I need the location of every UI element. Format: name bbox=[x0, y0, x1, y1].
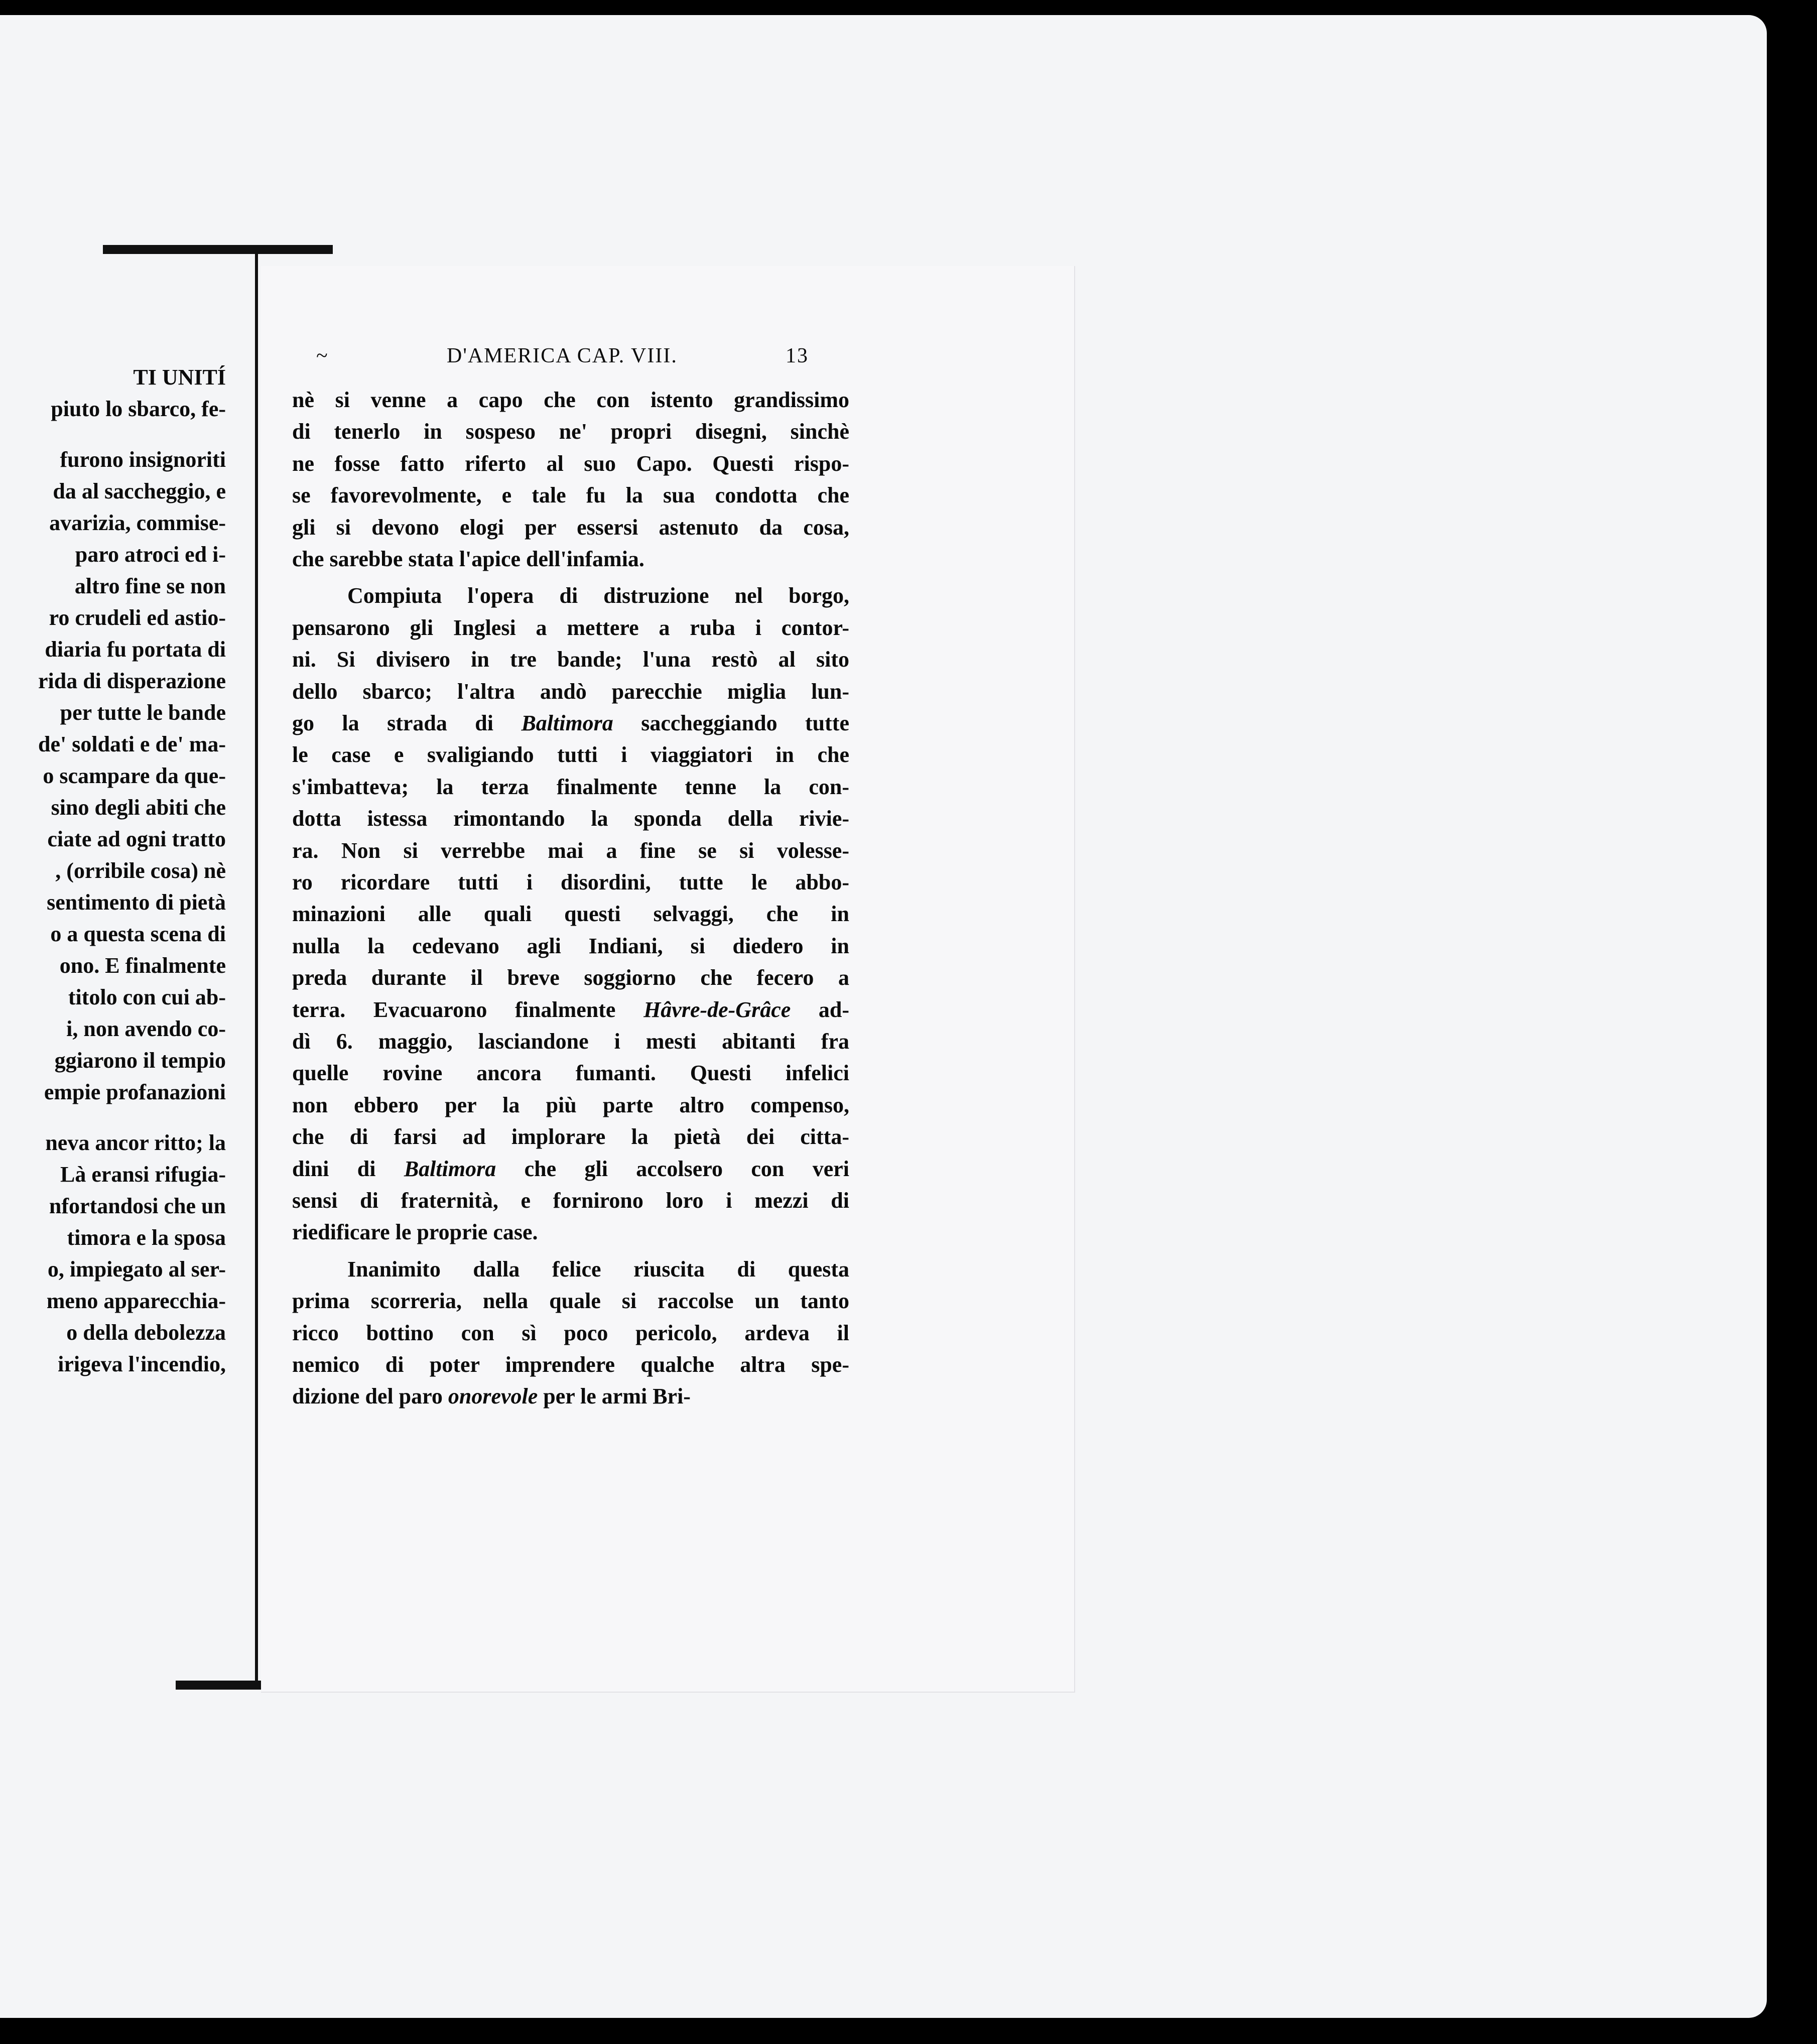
text-run: le case e svaligiando tutti i viaggiatori in che bbox=[292, 742, 849, 768]
left-text-line: avarizia, commise- bbox=[49, 510, 226, 535]
left-text-line: o a questa scena di bbox=[50, 922, 226, 946]
text-line bbox=[292, 543, 849, 575]
text-run: che gli accolsero con veri bbox=[496, 1156, 849, 1181]
text-line bbox=[292, 479, 849, 512]
text-run: nulla la cedevano agli Indiani, si diedero in bbox=[292, 933, 849, 958]
text-run: quelle rovine ancora fumanti. Questi infelici bbox=[292, 1061, 849, 1086]
text-line bbox=[292, 1057, 849, 1089]
left-text-line: piuto lo sbarco, fe- bbox=[51, 397, 226, 421]
italic-place-name: Baltimora bbox=[521, 711, 613, 735]
left-text-line: o, impiegato al ser- bbox=[47, 1257, 226, 1282]
running-header bbox=[261, 344, 1074, 379]
text-run: dello sbarco; l'altra andò parecchie miglia lun- bbox=[292, 679, 849, 704]
text-line bbox=[292, 1317, 849, 1349]
text-line bbox=[292, 1253, 849, 1286]
text-run: dì 6. maggio, lasciandone i mesti abitanti fra bbox=[292, 1029, 849, 1054]
left-text-line: timora e la sposa bbox=[67, 1225, 226, 1250]
text-run: ricco bottino con sì poco pericolo, ardeva il bbox=[292, 1320, 849, 1345]
gutter-rule bbox=[255, 254, 258, 1690]
text-run: dotta istessa rimontando la sponda della rivie- bbox=[292, 806, 849, 831]
text-line bbox=[292, 866, 849, 899]
left-text-line: per tutte le bande bbox=[60, 700, 226, 725]
gutter-rule-top bbox=[103, 245, 333, 254]
text-run: Inanimito dalla felice riuscita di questa bbox=[347, 1256, 849, 1282]
left-text-line: de' soldati e de' ma- bbox=[38, 732, 226, 756]
left-text-line: empie profanazioni bbox=[44, 1080, 226, 1104]
left-text-line: ono. E finalmente bbox=[59, 953, 226, 978]
text-run: pensarono gli Inglesi a mettere a ruba i contor- bbox=[292, 615, 849, 640]
text-line bbox=[292, 1349, 849, 1381]
text-run: nemico di poter imprendere qualche altra spe- bbox=[292, 1352, 849, 1377]
left-text-line: o scampare da que- bbox=[43, 763, 226, 788]
text-run: dizione del paro bbox=[292, 1384, 448, 1409]
text-run: preda durante il breve soggiorno che fecero a bbox=[292, 965, 849, 990]
book-spread bbox=[0, 15, 1767, 2018]
text-line bbox=[292, 1121, 849, 1153]
left-text-line: altro fine se non bbox=[74, 574, 226, 598]
left-text-line: i, non avendo co- bbox=[66, 1016, 226, 1041]
left-text-line: neva ancor ritto; la bbox=[45, 1130, 226, 1155]
text-line bbox=[292, 1285, 849, 1317]
text-run: Compiuta l'opera di distruzione nel borgo, bbox=[347, 583, 849, 608]
text-line bbox=[292, 676, 849, 708]
text-run: gli si devono elogi per essersi astenuto da cosa, bbox=[292, 515, 849, 540]
left-text-line: , (orribile cosa) nè bbox=[55, 858, 226, 883]
text-run: nè si venne a capo che con istento grandissimo bbox=[292, 388, 849, 412]
left-text-line: meno apparecchia- bbox=[46, 1289, 226, 1313]
text-run: s'imbatteva; la terza finalmente tenne la con- bbox=[292, 774, 849, 799]
left-text-line: sino degli abiti che bbox=[51, 795, 226, 820]
text-run: dini di bbox=[292, 1156, 404, 1181]
text-line bbox=[292, 771, 849, 803]
text-run: non ebbero per la più parte altro compenso, bbox=[292, 1092, 849, 1117]
text-line bbox=[292, 612, 849, 644]
text-line bbox=[292, 580, 849, 612]
text-run: se favorevolmente, e tale fu la sua condotta che bbox=[292, 483, 849, 508]
left-text-line: ciate ad ogni tratto bbox=[47, 827, 226, 851]
text-run: minazioni alle quali questi selvaggi, che in bbox=[292, 902, 849, 927]
text-line bbox=[292, 644, 849, 676]
text-line bbox=[292, 512, 849, 544]
text-line bbox=[292, 898, 849, 930]
text-run: terra. Evacuarono finalmente bbox=[292, 997, 644, 1022]
text-line bbox=[292, 739, 849, 771]
left-text-line: rida di disperazione bbox=[38, 669, 226, 693]
left-text-line: Là eransi rifugia- bbox=[60, 1162, 226, 1187]
text-line bbox=[292, 1216, 849, 1248]
text-run: che sarebbe stata l'apice dell'infamia. bbox=[292, 547, 644, 571]
page-number: 13 bbox=[786, 344, 809, 367]
text-line bbox=[292, 835, 849, 867]
left-text-line: diaria fu portata di bbox=[45, 637, 226, 662]
text-line bbox=[292, 1185, 849, 1217]
left-text-line: paro atroci ed i- bbox=[75, 542, 226, 567]
text-run: sensi di fraternità, e fornirono loro i mezzi di bbox=[292, 1188, 849, 1213]
running-head-title: D'AMERICA CAP. VIII. bbox=[447, 344, 678, 367]
text-run: per le armi Bri- bbox=[538, 1384, 691, 1409]
left-text-line: da al saccheggio, e bbox=[53, 479, 226, 503]
header-mark: ~ bbox=[316, 344, 329, 367]
text-line bbox=[292, 930, 849, 962]
text-run: ro ricordare tutti i disordini, tutte le abbo- bbox=[292, 870, 849, 895]
italic-place-name: Hâvre-de-Grâce bbox=[643, 997, 791, 1022]
text-run: di tenerlo in sospeso ne' propri disegni, sinchè bbox=[292, 419, 849, 444]
left-page-text bbox=[0, 361, 226, 1466]
left-text-line: furono insignoriti bbox=[60, 447, 226, 472]
text-run: saccheggiando tutte bbox=[613, 711, 849, 735]
left-text-line: ggiarono il tempio bbox=[54, 1048, 226, 1073]
text-line bbox=[292, 1153, 849, 1185]
text-run: ad- bbox=[791, 997, 850, 1022]
text-run: ne fosse fatto riferto al suo Capo. Questi rispo- bbox=[292, 451, 849, 476]
text-line bbox=[292, 416, 849, 448]
left-text-line: ro crudeli ed astio- bbox=[49, 605, 226, 630]
left-text-line: TI UNITÍ bbox=[133, 365, 226, 390]
text-line bbox=[292, 994, 849, 1026]
text-line bbox=[292, 384, 849, 416]
left-text-line: o della debolezza bbox=[66, 1320, 226, 1345]
text-line bbox=[292, 707, 849, 739]
left-text-line: irigeva l'incendio, bbox=[58, 1352, 226, 1376]
text-run: ni. Si divisero in tre bande; l'una restò al sito bbox=[292, 647, 849, 672]
italic-place-name: Baltimora bbox=[404, 1156, 496, 1181]
text-line bbox=[292, 448, 849, 480]
text-line bbox=[292, 962, 849, 994]
text-run: riedificare le proprie case. bbox=[292, 1220, 538, 1245]
text-run: ra. Non si verrebbe mai a fine se si volesse- bbox=[292, 838, 849, 863]
text-line bbox=[292, 1089, 849, 1121]
text-line bbox=[292, 803, 849, 835]
text-line bbox=[292, 1380, 849, 1413]
italic-place-name: onorevole bbox=[448, 1384, 538, 1409]
text-run: che di farsi ad implorare la pietà dei citta- bbox=[292, 1124, 849, 1149]
text-line bbox=[292, 1026, 849, 1058]
text-run: prima scorreria, nella quale si raccolse un tanto bbox=[292, 1289, 849, 1314]
left-text-line: titolo con cui ab- bbox=[68, 985, 226, 1009]
left-text-line: nfortandosi che un bbox=[49, 1194, 226, 1218]
right-page bbox=[261, 266, 1075, 1693]
left-text-line: sentimento di pietà bbox=[47, 890, 226, 915]
text-run: go la strada di bbox=[292, 711, 522, 735]
